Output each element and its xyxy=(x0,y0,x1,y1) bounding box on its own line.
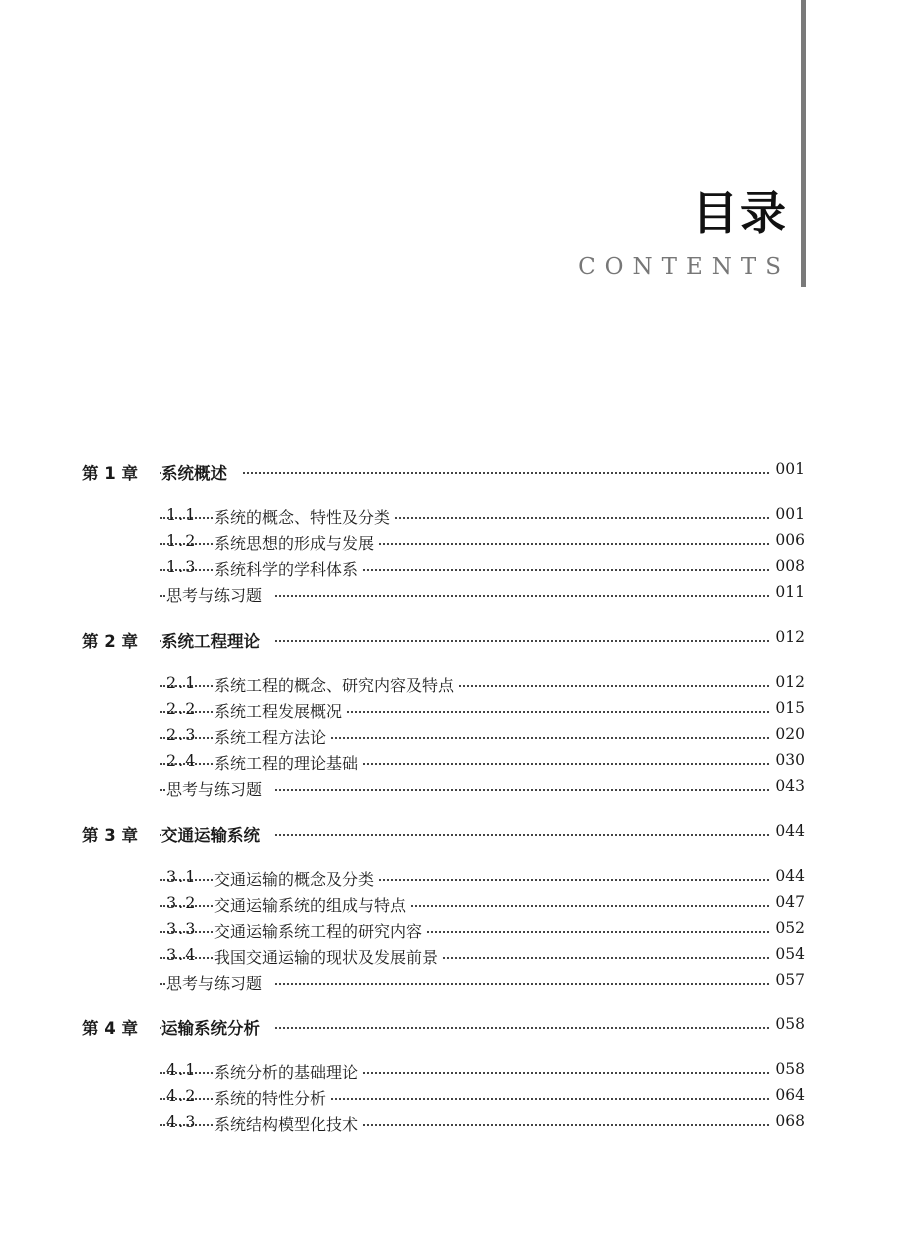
section-number: 2.2 xyxy=(166,699,198,718)
toc-section-entry[interactable] xyxy=(0,945,900,971)
page-number: 008 xyxy=(769,557,805,575)
section-title: 系统的特性分析 xyxy=(214,1086,330,1109)
page-number: 030 xyxy=(769,751,805,769)
section-title: 系统工程的概念、研究内容及特点 xyxy=(214,673,458,696)
section-number: 4.2 xyxy=(166,1086,198,1105)
page-number: 058 xyxy=(769,1015,805,1033)
page-number: 057 xyxy=(769,971,805,989)
page-number: 052 xyxy=(769,919,805,937)
section-number: 4.3 xyxy=(166,1112,198,1131)
page-subtitle: CONTENTS xyxy=(578,254,790,280)
section-title: 我国交通运输的现状及发展前景 xyxy=(214,945,442,968)
section-title: 系统的概念、特性及分类 xyxy=(214,505,394,528)
toc-chapter-entry[interactable] xyxy=(0,460,900,486)
chapter-number: 第 2 章 xyxy=(82,632,138,651)
section-number: 1.3 xyxy=(166,557,198,576)
page-number: 068 xyxy=(769,1112,805,1130)
section-number: 2.1 xyxy=(166,673,198,692)
page-number: 020 xyxy=(769,725,805,743)
toc-section-entry[interactable] xyxy=(0,505,900,531)
section-number: 3.1 xyxy=(166,867,198,886)
section-number: 3.4 xyxy=(166,945,198,964)
toc-chapter-entry[interactable] xyxy=(0,1015,900,1041)
chapter-title: 交通运输系统 xyxy=(161,822,274,846)
toc-section-entry[interactable] xyxy=(0,725,900,751)
section-title: 交通运输系统工程的研究内容 xyxy=(214,919,426,942)
section-number: 3.3 xyxy=(166,919,198,938)
chapter-number: 第 3 章 xyxy=(82,826,138,845)
toc-section-entry[interactable] xyxy=(0,1086,900,1112)
toc-exercise-entry[interactable] xyxy=(0,971,900,997)
dot-leader xyxy=(160,472,773,474)
section-title: 交通运输系统的组成与特点 xyxy=(214,893,410,916)
section-title: 系统工程方法论 xyxy=(214,725,330,748)
toc-section-entry[interactable] xyxy=(0,1112,900,1138)
toc-chapter-entry[interactable] xyxy=(0,628,900,654)
section-number: 3.2 xyxy=(166,893,198,912)
page-number: 054 xyxy=(769,945,805,963)
page-number: 047 xyxy=(769,893,805,911)
toc-section-entry[interactable] xyxy=(0,557,900,583)
section-number: 2.4 xyxy=(166,751,198,770)
section-number: 1.2 xyxy=(166,531,198,550)
toc-exercise-entry[interactable] xyxy=(0,583,900,609)
section-title: 系统工程的理论基础 xyxy=(214,751,362,774)
toc-exercise-entry[interactable] xyxy=(0,777,900,803)
toc-section-entry[interactable] xyxy=(0,919,900,945)
section-title: 系统思想的形成与发展 xyxy=(214,531,378,554)
page-number: 064 xyxy=(769,1086,805,1104)
page-title: 目录 xyxy=(692,186,788,240)
section-number: 2.3 xyxy=(166,725,198,744)
chapter-number: 第 4 章 xyxy=(82,1019,138,1038)
chapter-title: 运输系统分析 xyxy=(161,1015,274,1039)
page-number: 001 xyxy=(769,505,805,523)
page-number: 058 xyxy=(769,1060,805,1078)
page-number: 012 xyxy=(769,673,805,691)
chapter-title: 系统概述 xyxy=(161,460,241,484)
page-number: 006 xyxy=(769,531,805,549)
section-title: 系统科学的学科体系 xyxy=(214,557,362,580)
exercise-title: 思考与练习题 xyxy=(166,583,274,606)
exercise-title: 思考与练习题 xyxy=(166,777,274,800)
section-number: 1.1 xyxy=(166,505,198,524)
exercise-title: 思考与练习题 xyxy=(166,971,274,994)
page-number: 001 xyxy=(769,460,805,478)
page-number: 012 xyxy=(769,628,805,646)
section-number: 4.1 xyxy=(166,1060,198,1079)
page-number: 011 xyxy=(769,583,805,601)
toc-section-entry[interactable] xyxy=(0,531,900,557)
toc-chapter-entry[interactable] xyxy=(0,822,900,848)
toc-section-entry[interactable] xyxy=(0,751,900,777)
page-number: 015 xyxy=(769,699,805,717)
page-number: 043 xyxy=(769,777,805,795)
section-title: 交通运输的概念及分类 xyxy=(214,867,378,890)
chapter-title: 系统工程理论 xyxy=(161,628,274,652)
toc-section-entry[interactable] xyxy=(0,893,900,919)
page-number: 044 xyxy=(769,822,805,840)
page-number: 044 xyxy=(769,867,805,885)
toc-section-entry[interactable] xyxy=(0,1060,900,1086)
chapter-number: 第 1 章 xyxy=(82,464,138,483)
section-title: 系统分析的基础理论 xyxy=(214,1060,362,1083)
section-title: 系统工程发展概况 xyxy=(214,699,346,722)
toc-section-entry[interactable] xyxy=(0,673,900,699)
toc-section-entry[interactable] xyxy=(0,867,900,893)
toc-section-entry[interactable] xyxy=(0,699,900,725)
section-title: 系统结构模型化技术 xyxy=(214,1112,362,1135)
